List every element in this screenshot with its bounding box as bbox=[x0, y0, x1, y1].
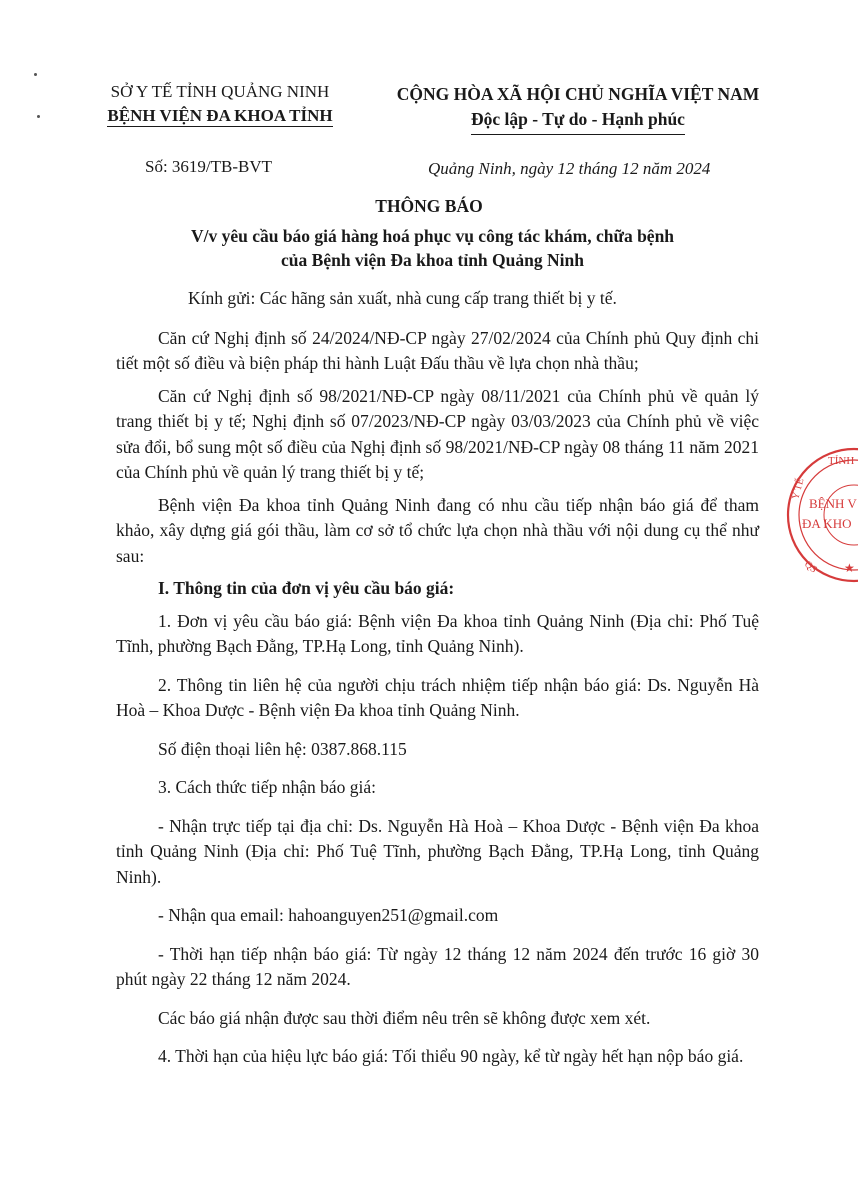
item-3c-deadline: - Thời hạn tiếp nhận báo giá: Từ ngày 12 tháng 12 năm 2024 đến trước 16 giờ 30 phút ngày 22 tháng 12 năm 2024. bbox=[116, 943, 759, 989]
paragraph-legal-basis-1: Căn cứ Nghị định số 24/2024/NĐ-CP ngày 27/02/2024 của Chính phủ Quy định chi tiết một số điều và biện pháp thi hành Luật Đấu thầu về lựa chọn nhà thầu; bbox=[116, 327, 759, 373]
paragraph-legal-basis-2: Căn cứ Nghị định số 98/2021/NĐ-CP ngày 08/11/2021 của Chính phủ về quản lý trang thiết bị y tế; Nghị định số 07/2023/NĐ-CP ngày 03/03/2023 của Chính phủ về việc sửa đổi, bổ sung một số điều của Nghị định số 98/2021/NĐ-CP ngày 08 tháng 11 năm 2021 của Chính phủ về quản lý trang thiết bị y tế; bbox=[116, 385, 759, 482]
issuing-organization bbox=[70, 80, 370, 128]
stamp-text-bottom: QS bbox=[802, 558, 819, 576]
official-stamp bbox=[782, 440, 858, 590]
section-heading-1: I. Thông tin của đơn vị yêu cầu báo giá: bbox=[158, 578, 455, 598]
nation-line-1: CỘNG HÒA XÃ HỘI CHỦ NGHĨA VIỆT NAM bbox=[396, 84, 760, 104]
late-submission-note: Các báo giá nhận được sau thời điểm nêu trên sẽ không được xem xét. bbox=[158, 1007, 651, 1028]
stamp-text-left: Y TẾ bbox=[790, 477, 807, 501]
org-line-2: BỆNH VIỆN ĐA KHOA TỈNH bbox=[107, 106, 333, 125]
document-body bbox=[116, 286, 759, 1077]
stamp-text-line-2: ĐA KHO bbox=[802, 516, 852, 531]
document-number: Số: 3619/TB-BVT bbox=[145, 157, 273, 176]
item-3a-in-person: - Nhận trực tiếp tại địa chỉ: Ds. Nguyễn Hà Hoà – Khoa Dược - Bệnh viện Đa khoa tỉnh Quảng Ninh (Địa chỉ: Phố Tuệ Tĩnh, phường Bạch Đằng, TP.Hạ Long, tỉnh Quảng Ninh). bbox=[116, 815, 759, 887]
item-3b-email: - Nhận qua email: hahoanguyen251@gmail.com bbox=[158, 905, 499, 925]
document-subject bbox=[160, 224, 705, 272]
greeting: Kính gửi: Các hãng sản xuất, nhà cung cấp trang thiết bị y tế. bbox=[188, 288, 617, 308]
item-3-receiving-method: 3. Cách thức tiếp nhận báo giá: bbox=[158, 777, 376, 797]
item-2-contact-person: 2. Thông tin liên hệ của người chịu trách nhiệm tiếp nhận báo giá: Ds. Nguyễn Hà Hoà – Khoa Dược - Bệnh viện Đa khoa tỉnh Quảng Ninh. bbox=[116, 674, 759, 720]
paragraph-purpose: Bệnh viện Đa khoa tỉnh Quảng Ninh đang có nhu cầu tiếp nhận báo giá để tham khảo, xây dựng giá gói thầu, làm cơ sở tổ chức lựa chọn nhà thầu với nội dung cụ thể như sau: bbox=[116, 494, 759, 566]
contact-phone: Số điện thoại liên hệ: 0387.868.115 bbox=[158, 738, 407, 759]
stamp-text-top: TỈNH bbox=[828, 455, 855, 467]
scan-speck bbox=[34, 73, 37, 76]
nation-motto: Độc lập - Tự do - Hạnh phúc bbox=[471, 107, 685, 135]
stamp-star-icon: ★ bbox=[844, 561, 855, 575]
item-4-validity: 4. Thời hạn của hiệu lực báo giá: Tối thiểu 90 ngày, kể từ ngày hết hạn nộp báo giá. bbox=[158, 1046, 744, 1066]
document-date: Quảng Ninh, ngày 12 tháng 12 năm 2024 bbox=[428, 159, 711, 178]
document-title: THÔNG BÁO bbox=[375, 196, 483, 216]
subject-line-2: của Bệnh viện Đa khoa tỉnh Quảng Ninh bbox=[281, 250, 584, 270]
stamp-text-line-1: BỆNH V bbox=[809, 496, 857, 511]
item-1-requesting-unit: 1. Đơn vị yêu cầu báo giá: Bệnh viện Đa khoa tỉnh Quảng Ninh (Địa chỉ: Phố Tuệ Tĩnh, phường Bạch Đằng, TP.Hạ Long, tỉnh Quảng Ninh). bbox=[116, 610, 759, 656]
national-heading bbox=[378, 82, 778, 135]
scan-speck bbox=[37, 115, 40, 118]
subject-line-1: V/v yêu cầu báo giá hàng hoá phục vụ công tác khám, chữa bệnh bbox=[190, 226, 675, 246]
org-line-1: SỞ Y TẾ TỈNH QUẢNG NINH bbox=[110, 82, 330, 101]
